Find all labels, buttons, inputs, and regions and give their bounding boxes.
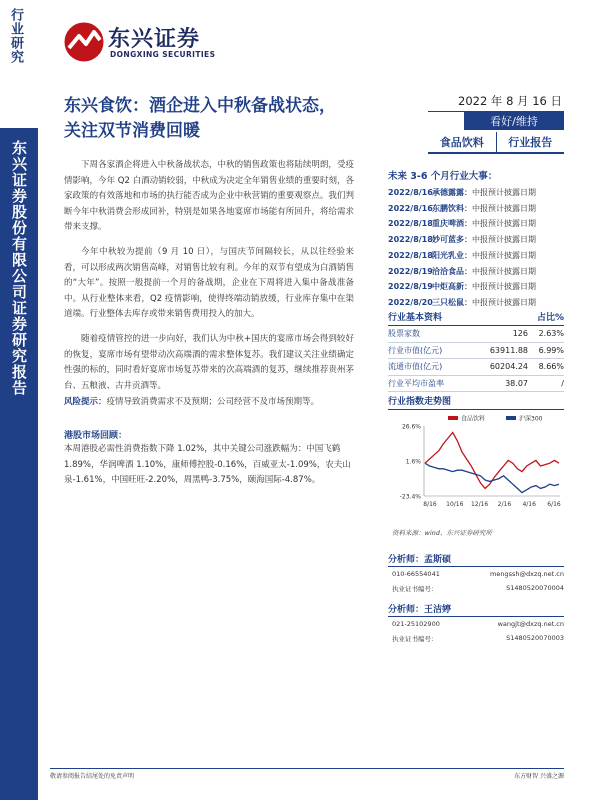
event-desc: 中报预计披露日期 (472, 282, 536, 292)
row-label: 行业市值(亿元) (388, 345, 443, 355)
event-desc: 中报预计披露日期 (472, 188, 536, 197)
event-date: 2022/8/16 (388, 203, 433, 213)
y-tick-label: -23.4% (399, 493, 421, 501)
analyst-1-cert (392, 584, 564, 593)
risk-label: 风险提示： (64, 397, 107, 407)
company-report-label: 东兴证券股份有限公司证券研究报告 (10, 140, 28, 396)
company-logo (64, 22, 234, 64)
event-company: 三只松鼠： (432, 297, 472, 307)
industry-table-row (388, 359, 564, 376)
event-company: 阳光乳业： (432, 250, 472, 260)
row-label: 行业平均市盈率 (388, 378, 444, 388)
analyst-2-cert-label: 执业证书编号： (392, 635, 438, 643)
risk-text: 疫情导致消费需求不及预期；公司经营不及市场预期等。 (106, 397, 320, 407)
calendar-event (388, 264, 564, 280)
event-date: 2022/8/18 (388, 235, 433, 245)
logo-text-en: DONGXING SECURITIES (110, 50, 216, 59)
analyst-2-contact (392, 620, 564, 628)
row-value: 63911.88 (489, 345, 528, 355)
event-company: 中炬高新： (432, 282, 472, 292)
event-company: 洽洽食品： (432, 266, 472, 276)
event-date: 2022/8/20 (388, 297, 433, 307)
page-footer (50, 768, 564, 780)
analyst-1-email[interactable]: mengssh@dxzq.net.cn (490, 570, 564, 578)
row-share: 8.66% (538, 362, 564, 372)
x-tick-label: 4/16 (522, 501, 536, 508)
industry-table (388, 326, 564, 392)
analyst-1-contact (392, 570, 564, 578)
event-desc: 中报预计披露日期 (472, 297, 536, 307)
row-value: 60204.24 (489, 362, 528, 372)
calendar-list (388, 185, 564, 311)
chart-title: 行业指数走势图 (388, 394, 564, 410)
event-date: 2022/8/16 (388, 188, 433, 197)
calendar-event (388, 216, 564, 232)
calendar-title: 未来 3-6 个月行业大事： (388, 171, 498, 182)
analyst-1-cert-number: S1480520070004 (506, 584, 564, 592)
chart-source: 资料来源：wind、东兴证券研究所 (392, 529, 492, 537)
x-tick-label: 8/16 (423, 501, 437, 508)
report-category-label: 行业研究 (8, 8, 23, 64)
event-date: 2022/8/19 (388, 266, 433, 276)
x-tick-label: 2/16 (497, 501, 512, 508)
report-date: 2022 年 8 月 16 日 (428, 92, 564, 112)
report-title (64, 94, 424, 144)
analyst-2-phone: 021-25102900 (392, 620, 440, 628)
event-company: 东鹏饮料： (432, 203, 472, 213)
industry-table-header (388, 310, 564, 326)
industry-table-title: 行业基本资料 (388, 313, 443, 323)
analyst-2-title: 分析师：王洁婷 (388, 602, 564, 617)
row-share: 6.99% (538, 345, 564, 355)
tag-industry: 食品饮料 (439, 136, 484, 149)
body-paragraph: 随着疫情管控的进一步向好，我们认为中秋+国庆的宴席市场会得到较好的恢复，宴席市场有望带动次高端酒的需求整体复苏。我们建议关注业绩确定性强的标的，同时看好宴席市场复苏带来的次高端酒的复苏，继续推荐贵州茅台、五粮液、古井贡酒等。 (64, 333, 354, 391)
report-tags (428, 132, 564, 154)
rating-badge: 看好/维持 (464, 112, 564, 130)
event-date: 2022/8/18 (388, 219, 433, 229)
event-company: 承德露露： (432, 188, 472, 197)
calendar-event (388, 279, 564, 295)
logo-text-cn: 东兴证券 (108, 27, 201, 52)
y-tick-label: 1.6% (405, 458, 421, 466)
event-desc: 中报预计披露日期 (472, 250, 536, 260)
footer-disclaimer: 敬请参阅报告结尾处的免责声明 (50, 773, 135, 780)
x-tick-label: 10/16 (446, 501, 464, 508)
event-company: 重庆啤酒： (432, 219, 472, 229)
body-paragraph: 下周各家酒企将进入中秋备战状态，中秋的销售政策也将陆续明朗，受疫情影响，今年 Q2 白酒动销较弱，中秋成为决定全年销售业绩的重要时刻，各家政策的有效落地和市场的执行能否成为企业中秋营销的重要观察点。我们判断今年中秋消费会形成回补，特别是如果各地宴席市场能有所回升，将给需求带来支撑。 (64, 160, 354, 233)
calendar-event (388, 248, 564, 264)
industry-table-row (388, 376, 564, 393)
report-title-line1: 东兴食饮：酒企进入中秋备战状态， (64, 96, 336, 116)
row-value: 38.07 (505, 378, 528, 388)
industry-table-row (388, 343, 564, 360)
analyst-1-title: 分析师：孟斯硕 (388, 552, 564, 567)
series-line-1 (425, 432, 559, 488)
series-line-2 (425, 463, 559, 492)
row-share: 2.63% (538, 329, 564, 339)
analyst-1-phone: 010-66554041 (392, 570, 440, 578)
industry-table-row (388, 326, 564, 343)
event-desc: 中报预计披露日期 (472, 203, 536, 213)
row-value: 126 (512, 329, 528, 339)
analyst-1-cert-label: 执业证书编号： (392, 585, 438, 593)
report-meta (428, 92, 564, 154)
row-label: 股票家数 (388, 329, 420, 339)
event-company: 妙可蓝多： (432, 235, 472, 245)
calendar-event (388, 201, 564, 217)
event-date: 2022/8/18 (388, 250, 433, 260)
report-body (64, 158, 354, 403)
analyst-2-cert (392, 634, 564, 643)
row-share: / (561, 378, 564, 388)
row-label: 流通市值(亿元) (388, 362, 443, 372)
event-date: 2022/8/19 (388, 282, 433, 292)
x-tick-label: 12/16 (470, 501, 489, 508)
y-tick-label: 26.6% (401, 423, 421, 431)
legend-swatch-1 (448, 416, 458, 420)
footer-slogan: 东方财智 兴盛之源 (514, 773, 564, 780)
industry-calendar (388, 168, 564, 311)
tag-report-type: 行业报告 (496, 132, 565, 152)
calendar-event (388, 232, 564, 248)
legend-label-2: 沪深300 (519, 415, 543, 423)
analyst-2-cert-number: S1480520070003 (506, 634, 564, 642)
index-trend-chart (388, 412, 564, 522)
industry-table-share-header: 占比% (536, 313, 564, 323)
body-paragraph: 今年中秋较为提前（9 月 10 日），与国庆节间隔较长，从以往经验来看，可以形成两次销售高峰，对销售比较有利。今年的双节有望成为白酒销售的“大年”。按照一般提前一个月的备战期，企业在下周将进入集中备战准备中。从行业整体来看，Q2 疫情影响，使得终端动销放缓，行业库存集中在渠道端。行业整体去库存或带来销售费用投入的加大。 (64, 246, 354, 320)
hk-market-text: 本周港股必需性消费指数下降 1.02%，其中关键公司涨跌幅为：中国飞鹤 1.89%，华润啤酒 1.10%，康师傅控股-0.16%，百威亚太-1.09%，农夫山泉-1.61%，中国旺旺-2.20%，周黑鸭-3.75%，颐海国际-4.87%。 (64, 444, 351, 486)
hk-market-title: 港股市场回顾： (64, 431, 128, 441)
legend-swatch-2 (506, 416, 516, 420)
report-title-line2: 关注双节消费回暖 (64, 121, 200, 141)
legend-label-1: 食品饮料 (461, 415, 486, 423)
event-desc: 中报预计披露日期 (472, 235, 536, 245)
logo-emblem-icon (64, 22, 104, 62)
analyst-2-email[interactable]: wangjt@dxzq.net.cn (497, 620, 564, 628)
risk-warning (64, 395, 354, 409)
calendar-event (388, 185, 564, 201)
event-desc: 中报预计披露日期 (472, 219, 536, 229)
x-tick-label: 6/16 (547, 501, 561, 508)
event-desc: 中报预计披露日期 (472, 266, 536, 276)
calendar-event (388, 295, 564, 311)
